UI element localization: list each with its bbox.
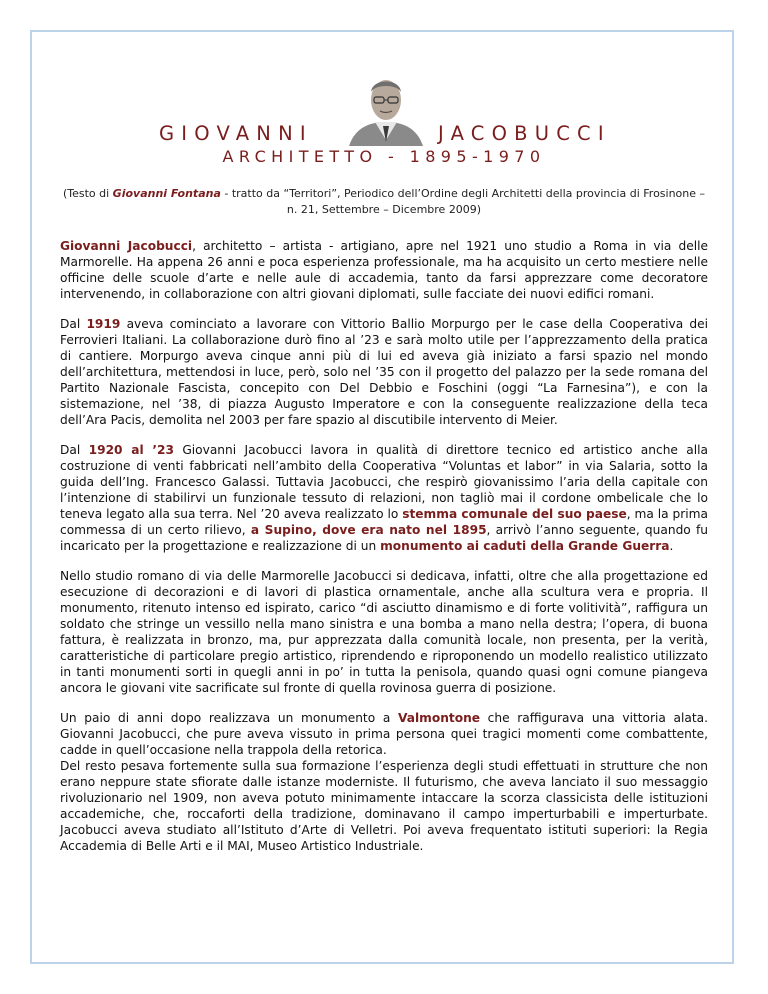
subtitle: ARCHITETTO - 1895-1970 — [222, 147, 546, 166]
paragraph-5 — [60, 710, 708, 758]
paragraph-3-end: . — [669, 539, 674, 553]
document-header — [0, 70, 768, 170]
title-last-name: JACOBUCCI — [438, 122, 611, 145]
highlight-year: 1919 — [86, 317, 121, 331]
paragraph-2-lead: Dal — [60, 317, 87, 331]
paragraph-1-text: , architetto – artista - artigiano, apre nel 1921 uno studio a Roma in via delle Marmorelle. Ha appena 26 anni e poca esperienza professionale, ma ha acquisito un certo mestiere nelle officine delle scuole d’arte e nelle aule di accademia, tanto da farsi apprezzare come decoratore intervenendo, in collaborazione con altri giovani diplomati, sulle facciate dei nuovi edifici romani. — [60, 239, 708, 301]
article-body — [60, 238, 708, 868]
paragraph-3-text-2: , ma la prima commessa di un certo rilievo, — [60, 507, 708, 537]
highlight-stemma: stemma comunale del suo paese — [402, 507, 627, 521]
source-citation — [60, 186, 708, 218]
portrait-photo — [345, 70, 427, 146]
highlight-name: Giovanni Jacobucci — [60, 239, 193, 253]
paragraph-2 — [60, 316, 708, 428]
citation-prefix: (Testo di — [62, 187, 113, 200]
highlight-years: 1920 al ’23 — [88, 443, 174, 457]
paragraph-5-lead: Un paio di anni dopo realizzava un monumento a — [60, 711, 398, 725]
highlight-valmontone: Valmontone — [397, 711, 481, 725]
citation-author: Giovanni Fontana — [112, 187, 221, 200]
paragraph-3-lead: Dal — [60, 443, 89, 457]
paragraph-3 — [60, 442, 708, 554]
paragraph-1 — [60, 238, 708, 302]
paragraph-6: Del resto pesava fortemente sulla sua formazione l’esperienza degli studi effettuati in strutture che non erano neppure state sfiorate dalle istanze moderniste. Il futurismo, che aveva lanciato il suo messaggio rivoluzionario nel 1909, non aveva potuto minimamente intaccare la scorza classicista delle istituzioni accademiche, che, roccaforti della tradizione, dominavano il campo imperturbabili e imperturbate. Jacobucci aveva studiato all’Istituto d’Arte di Velletri. Poi aveva frequentato istituti superiori: la Regia Accademia di Belle Arti e il MAI, Museo Artistico Industriale. — [60, 759, 708, 853]
paragraph-4: Nello studio romano di via delle Marmorelle Jacobucci si dedicava, infatti, oltre che alla progettazione ed esecuzione di decorazioni e di lavori di plastica ornamentale, anche alla scultura vera e propria. Il monumento, ritenuto intenso ed ispirato, carico “di asciutto dinamismo e di forte volitività”, raffigura un soldato che stringe un vessillo nella mano sinistra e una bomba a mano nella destra; l’opera, di buona fattura, è realizzata in bronzo, ma, pur apprezzata dalla comunità locale, non presenta, per la verità, caratteristiche di particolare pregio artistico, riprendendo e riproponendo un modello realistico utilizzato in tanti monumenti sorti in quegli anni in po’ in tutta la penisola, quando quasi ogni comune piangeva ancora le giovani vite sacrificate sul fronte di quella rovinosa guerra di posizione. — [60, 569, 708, 695]
paragraph-3-text: Giovanni Jacobucci lavora in qualità di direttore tecnico ed artistico anche alla costruzione di venti fabbricati nell’ambito della Cooperativa “Voluntas et labor” in via Salaria, sotto la guida dell’Ing. Francesco Galassi. Tuttavia Jacobucci, che respirò giovanissimo l’aria della capitale con l’intenzione di stabilirvi un funzionale tessuto di relazioni, non tagliò mai il cordone ombelicale che lo teneva legato alla sua terra. Nel ’20 aveva realizzato lo — [60, 443, 708, 521]
paragraph-3-text-3: , arrivò l’anno seguente, quando fu incaricato per la progettazione e realizzazione di un — [60, 523, 708, 553]
highlight-supino: a Supino, dove era nato nel 1895 — [250, 523, 487, 537]
paragraph-2-text: aveva cominciato a lavorare con Vittorio Ballio Morpurgo per le case della Cooperativa dei Ferrovieri Italiani. La collaborazione durò fino al ’23 e sarà molto utile per l’apprezzamento della pratica di cantiere. Morpurgo aveva cinque anni più di lui ed aveva già iniziato a farsi spazio nel mondo dell’architettura, mettendosi in luce, però, solo nel ’35 con il progetto del palazzo per la sede romana del Partito Nazionale Fascista, concepito con Del Debbio e Foschini (oggi “La Farnesina”), e con la sistemazione, nel ’38, di piazza Augusto Imperatore e con la conseguente realizzazione della teca dell’Ara Pacis, demolita nel 2003 per fare spazio al discutibile intervento di Meier. — [60, 317, 708, 427]
citation-rest: - tratto da “Territori”, Periodico dell’Ordine degli Architetti della provincia di Frosinone – n. 21, Settembre – Dicembre 2009) — [220, 187, 706, 216]
paragraph-5-text: che raffigurava una vittoria alata. Giovanni Jacobucci, che pure aveva vissuto in prima persona quei tragici momenti come combattente, cadde in quell’occasione nella trappola della retorica. — [60, 711, 708, 757]
title-first-name: GIOVANNI — [159, 122, 313, 145]
highlight-monumento: monumento ai caduti della Grande Guerra — [380, 539, 670, 553]
